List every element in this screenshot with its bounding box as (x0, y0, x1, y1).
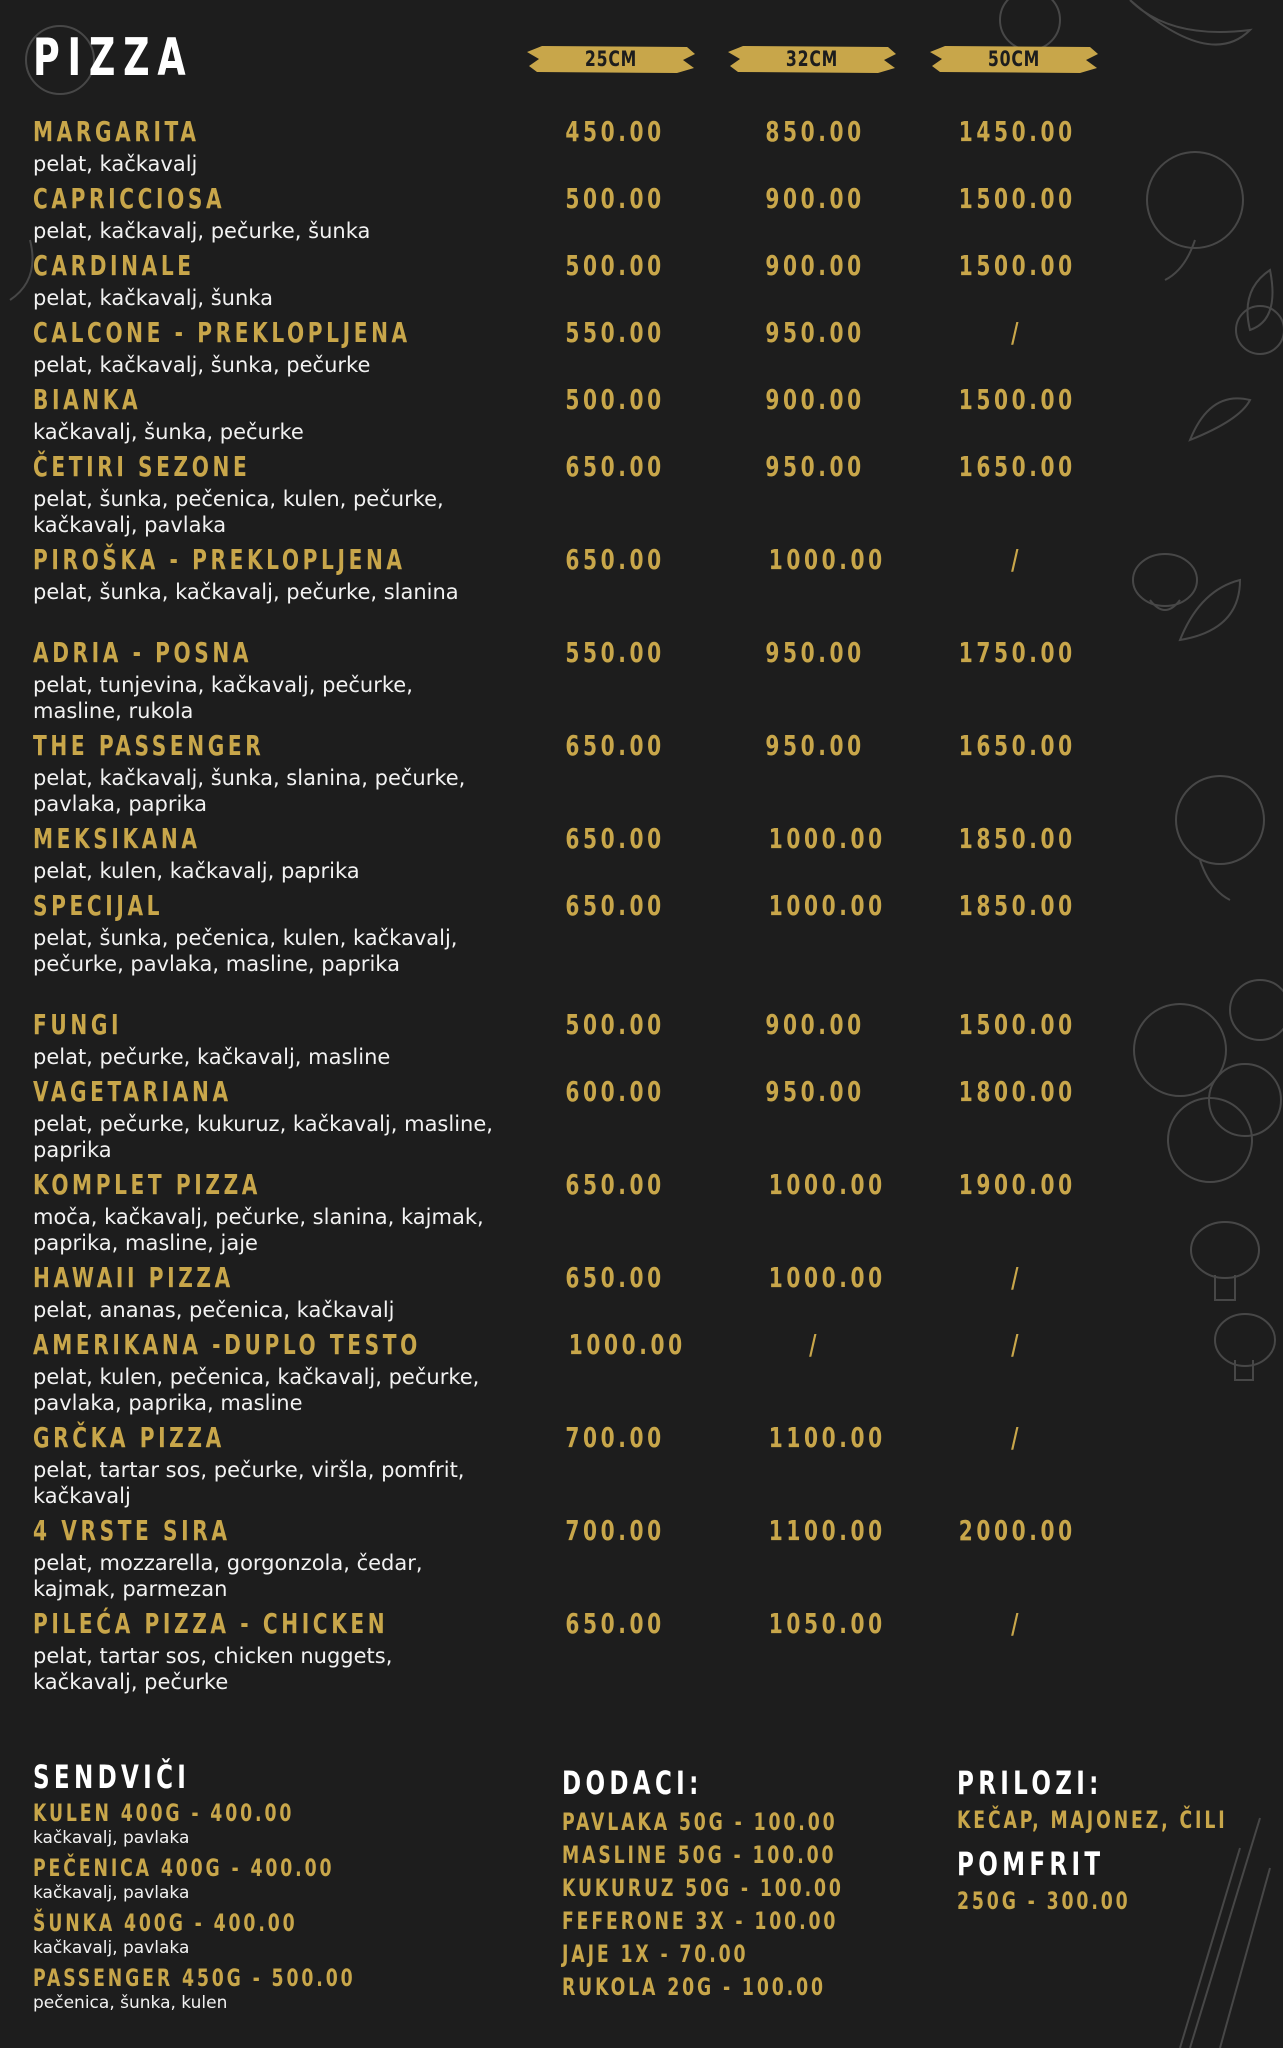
size-badge-50cm (930, 44, 1098, 74)
pizza-ingredients: pelat, kačkavalj, šunka (33, 286, 273, 310)
pizza-name: CALCONE - PREKLOPLJENA (33, 316, 411, 349)
price-32cm: 1000.00 (768, 1168, 886, 1201)
price-32cm: 1050.00 (768, 1607, 886, 1640)
pizza-name: PIROŠKA - PREKLOPLJENA (33, 543, 406, 576)
pizza-ingredients: pelat, mozzarella, gorgonzola, čedar, kajmak, parmezan (33, 1551, 423, 1601)
price-50cm: / (1011, 543, 1023, 576)
pizza-name: MEKSIKANA (33, 822, 201, 855)
pizza-ingredients: kačkavalj, šunka, pečurke (33, 420, 304, 444)
pizza-name: VAGETARIANA (33, 1075, 232, 1108)
fries-heading: POMFRIT (957, 1845, 1105, 1883)
price-25cm: 700.00 (565, 1421, 665, 1454)
pizza-name: GRČKA PIZZA (33, 1421, 225, 1454)
price-25cm: 650.00 (565, 1261, 665, 1294)
price-32cm: / (809, 1328, 821, 1361)
price-50cm: 1650.00 (958, 729, 1076, 762)
price-25cm: 650.00 (565, 1607, 665, 1640)
price-32cm: 900.00 (765, 249, 865, 282)
pizza-ingredients: pelat, kulen, kačkavalj, paprika (33, 859, 360, 883)
price-25cm: 650.00 (565, 889, 665, 922)
price-50cm: 1900.00 (958, 1168, 1076, 1201)
price-50cm: / (1011, 1421, 1023, 1454)
price-32cm: 1000.00 (768, 822, 886, 855)
price-50cm: 2000.00 (958, 1514, 1076, 1547)
pizza-ingredients: pelat, šunka, pečenica, kulen, kačkavalj, pečurke, pavlaka, masline, paprika (33, 926, 458, 976)
price-32cm: 950.00 (765, 636, 865, 669)
price-50cm: 1850.00 (958, 822, 1076, 855)
price-25cm: 550.00 (565, 316, 665, 349)
price-25cm: 500.00 (565, 1008, 665, 1041)
pizza-name: CARDINALE (33, 249, 195, 282)
price-25cm: 450.00 (565, 115, 665, 148)
pizza-name: BIANKA (33, 383, 142, 416)
pizza-ingredients: pelat, šunka, pečenica, kulen, pečurke, kačkavalj, pavlaka (33, 487, 444, 537)
pizza-name: ADRIA - POSNA (33, 636, 253, 669)
price-50cm: 1500.00 (958, 182, 1076, 215)
size-label: 32CM (785, 47, 839, 71)
price-25cm: 600.00 (565, 1075, 665, 1108)
price-25cm: 650.00 (565, 822, 665, 855)
pizza-ingredients: pelat, pečurke, kačkavalj, masline (33, 1045, 391, 1069)
pizza-name: MARGARITA (33, 115, 200, 148)
page-title: PIZZA (33, 28, 194, 88)
price-25cm: 1000.00 (568, 1328, 686, 1361)
sandwich-name: PEČENICA 400G - 400.00 (33, 1854, 335, 1882)
pizza-ingredients: pelat, pečurke, kukuruz, kačkavalj, masline, paprika (33, 1112, 493, 1162)
price-25cm: 500.00 (565, 383, 665, 416)
sandwich-desc: kačkavalj, pavlaka (33, 1938, 190, 1958)
size-label: 25CM (584, 47, 638, 71)
sandwich-desc: kačkavalj, pavlaka (33, 1828, 190, 1848)
price-50cm: 1500.00 (958, 249, 1076, 282)
pizza-name: CAPRICCIOSA (33, 182, 226, 215)
price-50cm: 1500.00 (958, 1008, 1076, 1041)
price-50cm: 1850.00 (958, 889, 1076, 922)
pizza-name: SPECIJAL (33, 889, 164, 922)
price-32cm: 900.00 (765, 182, 865, 215)
price-32cm: 1000.00 (768, 543, 886, 576)
sandwich-name: ŠUNKA 400G - 400.00 (33, 1909, 298, 1937)
sandwich-desc: pečenica, šunka, kulen (33, 1993, 228, 2013)
fries-price: 250G - 300.00 (957, 1887, 1131, 1915)
price-25cm: 700.00 (565, 1514, 665, 1547)
price-32cm: 950.00 (765, 729, 865, 762)
extra-item: RUKOLA 20G - 100.00 (562, 1973, 826, 2001)
price-25cm: 650.00 (565, 729, 665, 762)
pizza-ingredients: pelat, kačkavalj, šunka, pečurke (33, 353, 371, 377)
pizza-name: AMERIKANA -DUPLO TESTO (33, 1328, 421, 1361)
pizza-ingredients: pelat, kulen, pečenica, kačkavalj, pečurke, pavlaka, paprika, masline (33, 1365, 480, 1415)
sides-heading: PRILOZI: (957, 1764, 1103, 1802)
price-32cm: 950.00 (765, 1075, 865, 1108)
price-32cm: 900.00 (765, 1008, 865, 1041)
price-25cm: 650.00 (565, 450, 665, 483)
price-25cm: 550.00 (565, 636, 665, 669)
sandwiches-heading: SENDVIČI (33, 1758, 191, 1796)
price-50cm: 1650.00 (958, 450, 1076, 483)
price-50cm: / (1011, 316, 1023, 349)
pizza-ingredients: pelat, ananas, pečenica, kačkavalj (33, 1298, 395, 1322)
price-50cm: / (1011, 1261, 1023, 1294)
pizza-name: ČETIRI SEZONE (33, 450, 251, 483)
price-32cm: 1100.00 (768, 1514, 886, 1547)
extra-item: KUKURUZ 50G - 100.00 (562, 1874, 844, 1902)
price-32cm: 900.00 (765, 383, 865, 416)
pizza-ingredients: pelat, kačkavalj, pečurke, šunka (33, 219, 371, 243)
pizza-name: HAWAII PIZZA (33, 1261, 234, 1294)
price-50cm: 1500.00 (958, 383, 1076, 416)
price-32cm: 950.00 (765, 450, 865, 483)
price-50cm: 1450.00 (958, 115, 1076, 148)
extra-item: FEFERONE 3X - 100.00 (562, 1907, 839, 1935)
price-32cm: 1000.00 (768, 889, 886, 922)
price-50cm: 1800.00 (958, 1075, 1076, 1108)
pizza-name: PILEĆA PIZZA - CHICKEN (33, 1607, 389, 1640)
price-32cm: 1000.00 (768, 1261, 886, 1294)
pizza-name: THE PASSENGER (33, 729, 265, 762)
sandwich-desc: kačkavalj, pavlaka (33, 1883, 190, 1903)
price-32cm: 950.00 (765, 316, 865, 349)
price-25cm: 650.00 (565, 543, 665, 576)
price-25cm: 500.00 (565, 249, 665, 282)
pizza-ingredients: pelat, kačkavalj, šunka, slanina, pečurke, pavlaka, paprika (33, 766, 466, 816)
extra-item: PAVLAKA 50G - 100.00 (562, 1808, 838, 1836)
extra-item: MASLINE 50G - 100.00 (562, 1841, 837, 1869)
pizza-ingredients: pelat, tartar sos, pečurke, viršla, pomfrit, kačkavalj (33, 1458, 465, 1508)
extra-item: JAJE 1X - 70.00 (562, 1940, 749, 1968)
pizza-ingredients: moča, kačkavalj, pečurke, slanina, kajmak, paprika, masline, jaje (33, 1205, 484, 1255)
price-50cm: 1750.00 (958, 636, 1076, 669)
price-25cm: 500.00 (565, 182, 665, 215)
sides-items: KEČAP, MAJONEZ, ČILI (957, 1806, 1228, 1834)
pizza-name: KOMPLET PIZZA (33, 1168, 262, 1201)
pizza-ingredients: pelat, tunjevina, kačkavalj, pečurke, masline, rukola (33, 673, 413, 723)
pizza-name: FUNGI (33, 1008, 123, 1041)
price-32cm: 850.00 (765, 115, 865, 148)
sandwich-name: PASSENGER 450G - 500.00 (33, 1964, 356, 1992)
pizza-ingredients: pelat, tartar sos, chicken nuggets, kačkavalj, pečurke (33, 1644, 393, 1694)
sandwich-name: KULEN 400G - 400.00 (33, 1799, 295, 1827)
pizza-ingredients: pelat, šunka, kačkavalj, pečurke, slanina (33, 580, 459, 604)
size-badge-25cm (527, 44, 695, 74)
price-32cm: 1100.00 (768, 1421, 886, 1454)
size-badge-32cm (728, 44, 896, 74)
price-50cm: / (1011, 1607, 1023, 1640)
pizza-ingredients: pelat, kačkavalj (33, 152, 198, 176)
extras-heading: DODACI: (562, 1764, 703, 1802)
price-25cm: 650.00 (565, 1168, 665, 1201)
size-label: 50CM (987, 47, 1041, 71)
pizza-name: 4 VRSTE SIRA (33, 1514, 231, 1547)
price-50cm: / (1011, 1328, 1023, 1361)
